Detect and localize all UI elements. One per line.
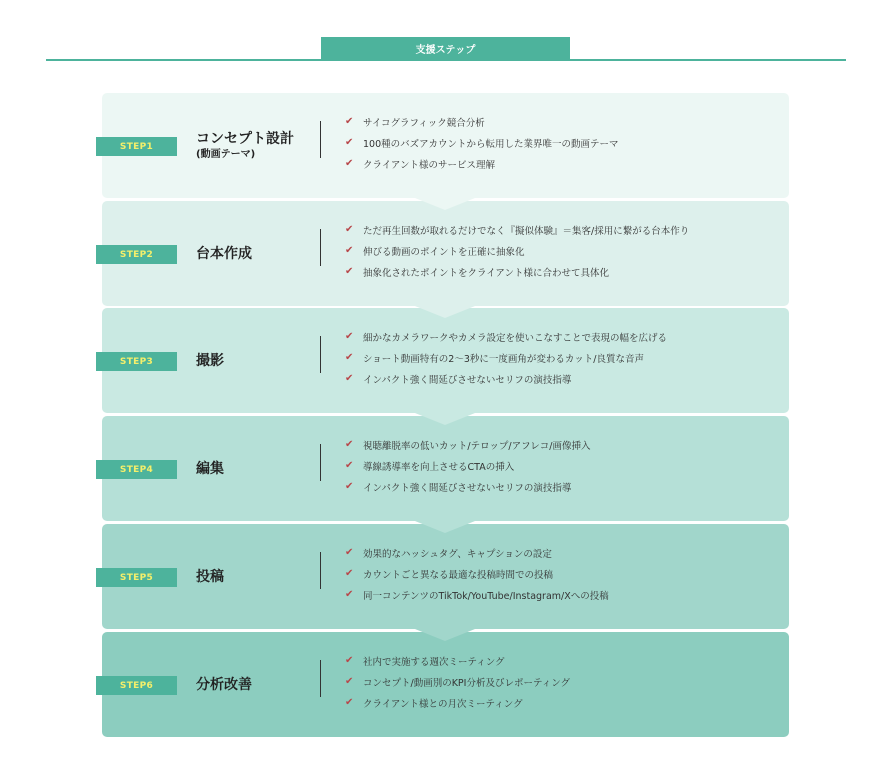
list-item-text: クライアント様との月次ミーティング xyxy=(363,698,523,710)
step-badge: STEP3 xyxy=(96,352,177,371)
check-icon: ✔ xyxy=(345,352,354,363)
check-icon: ✔ xyxy=(345,568,354,579)
list-item xyxy=(345,368,667,389)
step-badge: STEP1 xyxy=(96,137,177,156)
list-item-text: ただ再生回数が取れるだけでなく『擬似体験』＝集客/採用に繋がる台本作り xyxy=(363,225,690,237)
list-item xyxy=(345,219,689,240)
step-divider xyxy=(320,121,321,158)
step-title-block xyxy=(196,308,316,413)
step-badge: STEP2 xyxy=(96,245,177,264)
step-item-list xyxy=(345,542,609,605)
check-icon: ✔ xyxy=(345,547,354,558)
check-icon: ✔ xyxy=(345,158,354,169)
step-divider xyxy=(320,660,321,697)
check-icon: ✔ xyxy=(345,224,354,235)
list-item xyxy=(345,542,609,563)
list-item xyxy=(345,261,689,282)
list-item xyxy=(345,434,590,455)
list-item-text: 導線誘導率を向上させるCTAの挿入 xyxy=(363,461,515,473)
step-item-list xyxy=(345,650,570,713)
list-item-text: 抽象化されたポイントをクライアント様に合わせて具体化 xyxy=(363,267,610,279)
list-item xyxy=(345,650,570,671)
list-item-text: 効果的なハッシュタグ、キャプションの設定 xyxy=(363,548,552,560)
step-arrow-notch xyxy=(415,521,475,533)
list-item-text: インパクト強く間延びさせないセリフの演技指導 xyxy=(363,374,572,386)
step-item-list xyxy=(345,219,689,282)
step-arrow-notch xyxy=(415,198,475,210)
list-item xyxy=(345,326,667,347)
list-item-text: コンセプト/動画別のKPI分析及びレポーティング xyxy=(363,677,571,689)
step-divider xyxy=(320,444,321,481)
check-icon: ✔ xyxy=(345,655,354,666)
step-title-block xyxy=(196,524,316,629)
list-item-text: クライアント様のサービス理解 xyxy=(363,159,496,171)
step-title: 台本作成 xyxy=(196,245,252,262)
list-item-text: 100種のバズアカウントから転用した業界唯一の動画テーマ xyxy=(363,138,619,150)
step-title-block xyxy=(196,93,316,198)
step-divider xyxy=(320,552,321,589)
check-icon: ✔ xyxy=(345,676,354,687)
step-card xyxy=(102,308,789,413)
step-item-list xyxy=(345,434,590,497)
list-item-text: ショート動画特有の2〜3秒に一度画角が変わるカット/良質な音声 xyxy=(363,353,645,365)
list-item-text: サイコグラフィック競合分析 xyxy=(363,117,485,129)
step-title: 分析改善 xyxy=(196,676,252,693)
step-title: コンセプト設計 xyxy=(196,130,294,147)
step-card xyxy=(102,632,789,737)
list-item xyxy=(345,455,590,476)
list-item-text: 同一コンテンツのTikTok/YouTube/Instagram/Xへの投稿 xyxy=(363,590,609,602)
list-item xyxy=(345,153,619,174)
step-subtitle: (動画テーマ) xyxy=(196,148,256,160)
list-item xyxy=(345,584,609,605)
step-arrow-notch xyxy=(415,413,475,425)
list-item xyxy=(345,347,667,368)
check-icon: ✔ xyxy=(345,439,354,450)
step-title: 撮影 xyxy=(196,352,224,369)
check-icon: ✔ xyxy=(345,481,354,492)
step-arrow-notch xyxy=(415,629,475,641)
list-item xyxy=(345,132,619,153)
check-icon: ✔ xyxy=(345,116,354,127)
section-title: 支援ステップ xyxy=(321,37,570,59)
list-item-text: 細かなカメラワークやカメラ設定を使いこなすことで表現の幅を広げる xyxy=(363,332,668,344)
step-badge: STEP5 xyxy=(96,568,177,587)
step-title: 編集 xyxy=(196,460,224,477)
step-card xyxy=(102,93,789,198)
step-title-block xyxy=(196,416,316,521)
check-icon: ✔ xyxy=(345,373,354,384)
check-icon: ✔ xyxy=(345,331,354,342)
step-item-list xyxy=(345,111,619,174)
list-item-text: カウントごと異なる最適な投稿時間での投稿 xyxy=(363,569,554,581)
list-item xyxy=(345,671,570,692)
check-icon: ✔ xyxy=(345,245,354,256)
step-title-block xyxy=(196,632,316,737)
step-card xyxy=(102,524,789,629)
list-item-text: 伸びる動画のポイントを正確に抽象化 xyxy=(363,246,525,258)
step-badge: STEP4 xyxy=(96,460,177,479)
step-title: 投稿 xyxy=(196,568,224,585)
step-item-list xyxy=(345,326,667,389)
list-item-text: インパクト強く間延びさせないセリフの演技指導 xyxy=(363,482,572,494)
list-item xyxy=(345,111,619,132)
check-icon: ✔ xyxy=(345,460,354,471)
list-item xyxy=(345,476,590,497)
step-badge: STEP6 xyxy=(96,676,177,695)
check-icon: ✔ xyxy=(345,137,354,148)
step-arrow-notch xyxy=(415,306,475,318)
list-item-text: 視聴離脱率の低いカット/テロップ/アフレコ/画像挿入 xyxy=(363,440,591,452)
check-icon: ✔ xyxy=(345,266,354,277)
list-item xyxy=(345,240,689,261)
check-icon: ✔ xyxy=(345,697,354,708)
check-icon: ✔ xyxy=(345,589,354,600)
step-divider xyxy=(320,336,321,373)
step-divider xyxy=(320,229,321,266)
list-item xyxy=(345,692,570,713)
list-item xyxy=(345,563,609,584)
step-card xyxy=(102,201,789,306)
list-item-text: 社内で実施する週次ミーティング xyxy=(363,656,505,668)
step-title-block xyxy=(196,201,316,306)
step-card xyxy=(102,416,789,521)
